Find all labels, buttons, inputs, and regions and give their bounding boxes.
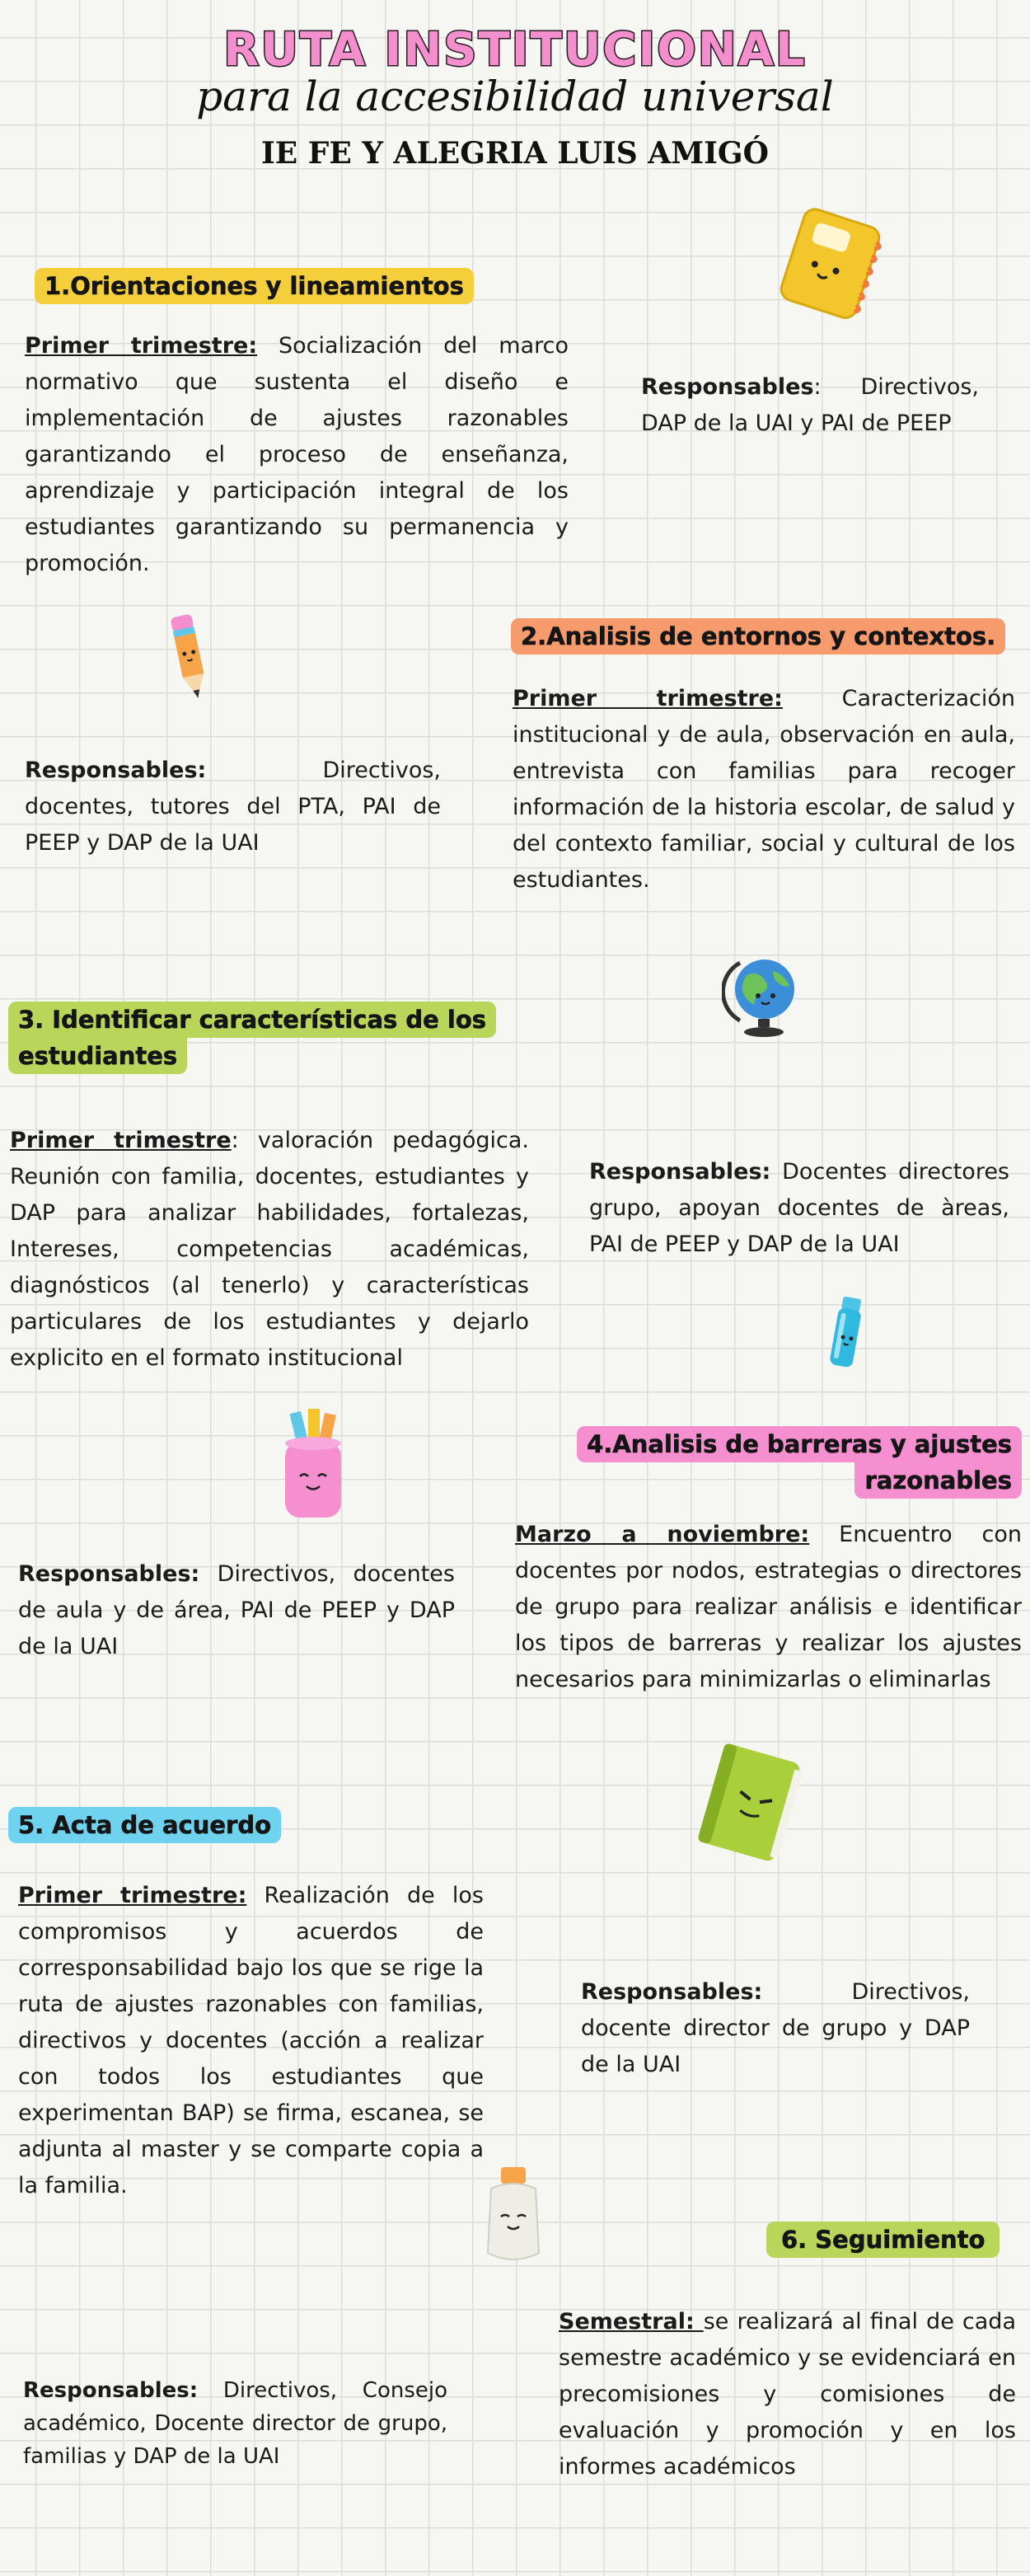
section-2-responsables xyxy=(25,753,441,861)
section-1-lead: Primer trimestre: xyxy=(25,333,258,359)
section-5-heading: 5. Acta de acuerdo xyxy=(8,1807,281,1843)
section-5-description xyxy=(18,1878,484,2204)
school-name: IE FE Y ALEGRIA LUIS AMIGÓ xyxy=(260,136,770,171)
section-6-lead: Semestral: xyxy=(559,2309,704,2334)
section-6-resp-text: Directivos, Consejo académico, Docente director de grupo, familias y DAP de la UAI xyxy=(23,2378,447,2469)
section-3-resp-text: Docentes directores grupo, apoyan docentes de àreas, PAI de PEEP y DAP de la UAI xyxy=(589,1159,1009,1257)
pencil-cup-icon xyxy=(272,1405,354,1525)
section-5-text: Realización de los compromisos y acuerdos de corresponsabilidad bajo los que se rige la ruta de ajustes razonables con familias, directivos y docentes (acción a realizar con todos los estudiantes que experimentan BAP) se firma, escanea, se adjunta al master y se comparte copia a la familia. xyxy=(18,1883,484,2198)
section-6-resp-label: Responsables: xyxy=(23,2378,199,2403)
section-4-responsables xyxy=(18,1556,455,1665)
section-2-text: Caracterización institucional y de aula, observación en aula, entrevista con familias para recoger información de la historia escolar, de salud y del contexto familiar, social y cultural de los estudiantes. xyxy=(513,686,1015,893)
section-4-text: Encuentro con docentes por nodos, estrategias o directores de grupo para realizar análisis e identificar los tipos de barreras y realizar los ajustes necesarios para minimizarlas o eliminarlas xyxy=(515,1522,1022,1692)
glue-bottle-icon xyxy=(476,2164,550,2267)
section-6-responsables xyxy=(23,2374,447,2473)
page-subtitle: para la accesibilidad universal xyxy=(196,73,834,120)
section-6-description xyxy=(559,2304,1016,2485)
pencil-icon xyxy=(161,608,218,707)
section-1-responsables xyxy=(641,369,979,442)
highlighter-icon xyxy=(822,1293,872,1383)
section-4-lead: Marzo a noviembre: xyxy=(515,1522,810,1547)
section-1-resp-label: Responsables xyxy=(641,374,814,400)
book-icon xyxy=(691,1741,814,1873)
notebook-icon xyxy=(770,202,894,326)
section-5-resp-text: Directivos, docente director de grupo y DAP de la UAI xyxy=(581,1979,970,2077)
section-5-resp-label: Responsables: xyxy=(581,1979,763,2005)
section-6-text: se realizará al final de cada semestre académico y se evidenciará en precomisiones y comisiones de evaluación y promoción y en los informes académicos xyxy=(559,2309,1016,2480)
section-5-responsables xyxy=(581,1974,970,2083)
section-4-resp-label: Responsables: xyxy=(18,1561,200,1587)
section-4-resp-text: Directivos, docentes de aula y de área, PAI de PEEP y DAP de la UAI xyxy=(18,1561,455,1659)
section-3-heading-line1: 3. Identificar características de los xyxy=(8,1002,496,1038)
section-2-resp-label: Responsables: xyxy=(25,758,207,783)
section-1-description xyxy=(25,328,569,582)
section-2-lead: Primer trimestre: xyxy=(513,686,783,711)
section-4-heading-line1: 4.Analisis de barreras y ajustes xyxy=(577,1426,1022,1462)
section-1-heading: 1.Orientaciones y lineamientos xyxy=(35,268,474,304)
section-3-resp-label: Responsables: xyxy=(589,1159,771,1185)
section-3-text: : valoración pedagógica. Reunión con familia, docentes, estudiantes y DAP para analizar habilidades, fortalezas, Intereses, competencias académicas, diagnósticos (al tenerlo) y características particulares de los estudiantes y dejarlo explicito en el formato institucional xyxy=(10,1128,529,1371)
globe-icon xyxy=(722,946,804,1039)
section-2-description xyxy=(513,681,1015,899)
section-3-lead: Primer trimestre xyxy=(10,1128,232,1153)
section-3-heading xyxy=(8,1002,496,1074)
section-1-resp-text: : Directivos, DAP de la UAI y PAI de PEEP xyxy=(641,374,979,436)
section-2-resp-text: Directivos, docentes, tutores del PTA, PAI de PEEP y DAP de la UAI xyxy=(25,758,441,856)
section-3-responsables xyxy=(589,1154,1009,1263)
page-title: RUTA INSTITUCIONAL xyxy=(223,23,807,77)
section-5-lead: Primer trimestre: xyxy=(18,1883,247,1908)
section-2-heading: 2.Analisis de entornos y contextos. xyxy=(511,618,1005,655)
section-6-heading: 6. Seguimiento xyxy=(766,2222,1000,2258)
section-3-description xyxy=(10,1123,529,1377)
section-3-heading-line2: estudiantes xyxy=(8,1038,187,1074)
section-4-heading-line2: razonables xyxy=(854,1462,1022,1499)
section-1-text: Socialización del marco normativo que sustenta el diseño e implementación de ajustes razonables garantizando el proceso de enseñanza, aprendizaje y participación integral de los estudiantes garantizando su permanencia y promoción. xyxy=(25,333,569,576)
section-4-description xyxy=(515,1517,1022,1698)
section-4-heading xyxy=(560,1426,1022,1499)
